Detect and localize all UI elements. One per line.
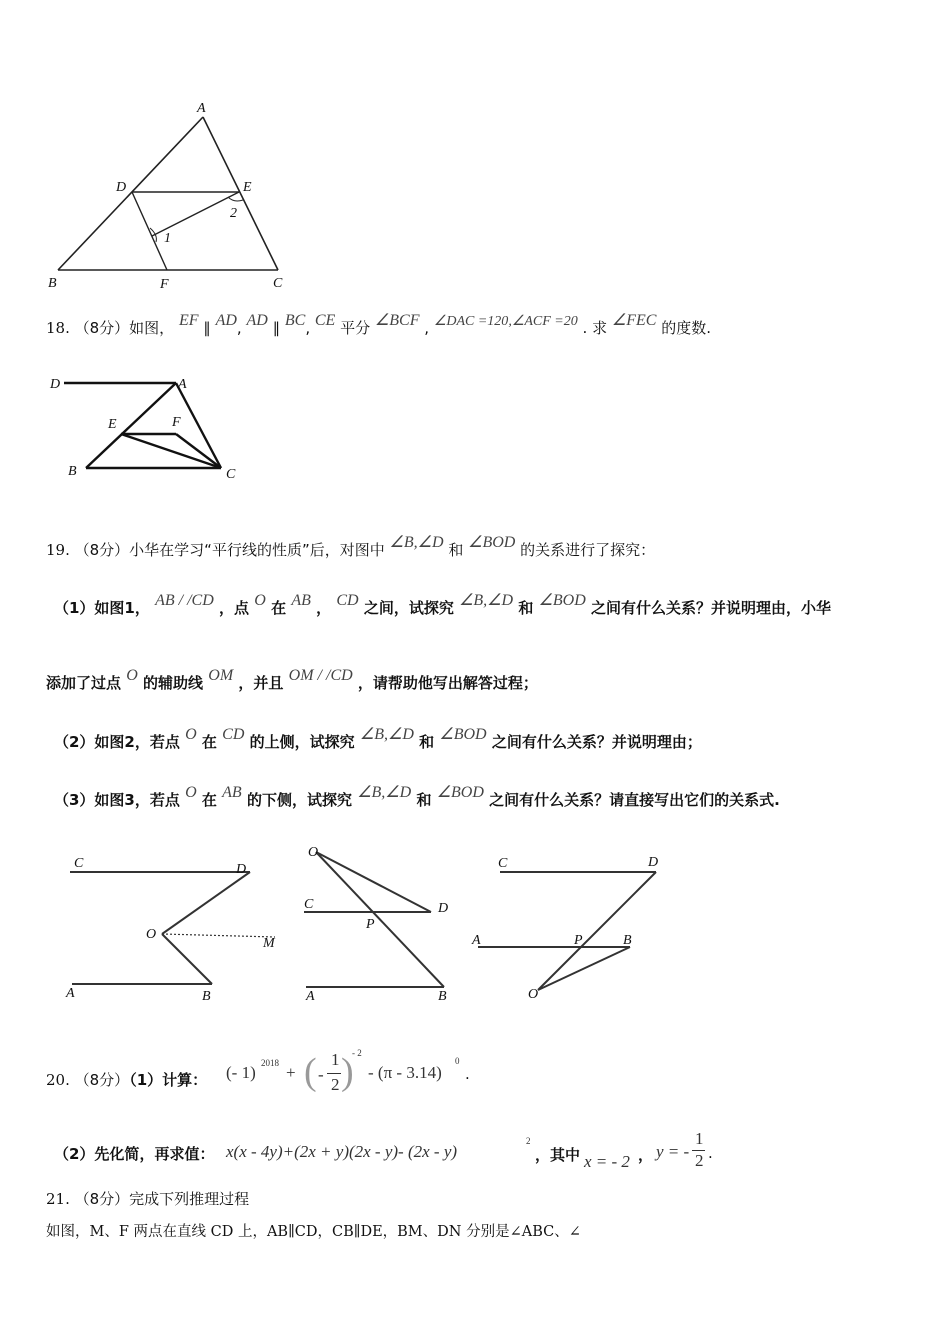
figure-19-2: [296, 840, 466, 1010]
label-O: O: [308, 845, 319, 860]
label-F: F: [172, 415, 181, 430]
figure-19-3: [470, 850, 670, 1010]
figure-18: [46, 370, 246, 485]
question-18: 18. （8分）如图， EF ∥ AD, AD ∥ BC, CE 平分 ∠BCF , ∠DAC =120,∠ACF =20 . 求 ∠FEC 的度数.: [46, 312, 711, 337]
label-O: O: [146, 927, 157, 942]
label-D: D: [50, 377, 61, 392]
question-20: 20. （8分）（1）计算：: [46, 1071, 208, 1089]
question-19-part1: （1）如图1， AB / /CD ，点 O 在 AB ， CD 之间，试探究 ∠B,∠D 和 ∠BOD 之间有什么关系？并说明理由，小华: [54, 592, 832, 617]
question-21-body: 如图，M、F 两点在直线 CD 上，AB∥CD，CB∥DE，BM、DN 分别是∠ABC、∠: [46, 1224, 581, 1240]
question-19-part2: （2）如图2，若点 O 在 CD 的上侧，试探究 ∠B,∠D 和 ∠BOD 之间有什么关系？并说明理由；: [54, 726, 702, 751]
label-F: F: [160, 277, 169, 292]
question-19: 19. （8分）小华在学习“平行线的性质”后，对图中 ∠B,∠D 和 ∠BOD 的关系进行了探究：: [46, 534, 656, 559]
label-C: C: [304, 897, 314, 912]
label-A: A: [178, 377, 187, 392]
label-C: C: [226, 467, 236, 482]
q18-number: 18.: [46, 319, 70, 337]
label-B: B: [202, 989, 211, 1004]
label-D: D: [648, 855, 659, 870]
label-1: 1: [164, 231, 171, 246]
label-P: P: [366, 917, 375, 932]
label-D: D: [236, 862, 247, 877]
label-2: 2: [230, 206, 237, 221]
figure-19-1: [60, 850, 290, 1010]
label-M: M: [263, 936, 275, 951]
question-19-part3: （3）如图3，若点 O 在 AB 的下侧，试探究 ∠B,∠D 和 ∠BOD 之间有什么关系？请直接写出它们的关系式.: [54, 784, 780, 809]
q18-score: （8分）如图，: [74, 319, 175, 337]
label-E: E: [243, 180, 252, 195]
label-A: A: [472, 933, 481, 948]
question-21: 21. （8分）完成下列推理过程: [46, 1190, 250, 1208]
label-E: E: [108, 417, 117, 432]
label-B: B: [623, 933, 632, 948]
label-B: B: [48, 276, 57, 291]
label-A: A: [66, 986, 75, 1001]
label-B: B: [438, 989, 447, 1004]
label-P: P: [574, 933, 583, 948]
label-C: C: [273, 276, 283, 291]
label-D: D: [438, 901, 449, 916]
label-C: C: [498, 856, 508, 871]
question-20-part2: （2）先化简，再求值：: [54, 1145, 215, 1163]
label-A: A: [197, 101, 206, 116]
label-A: A: [306, 989, 315, 1004]
triangle-figure: [40, 95, 300, 295]
question-19-part1-cont: 添加了过点 O 的辅助线 OM ，并且 OM / /CD ，请帮助他写出解答过程；: [46, 667, 538, 692]
label-C: C: [74, 856, 84, 871]
label-D: D: [116, 180, 127, 195]
label-O: O: [528, 987, 539, 1002]
label-B: B: [68, 464, 77, 479]
